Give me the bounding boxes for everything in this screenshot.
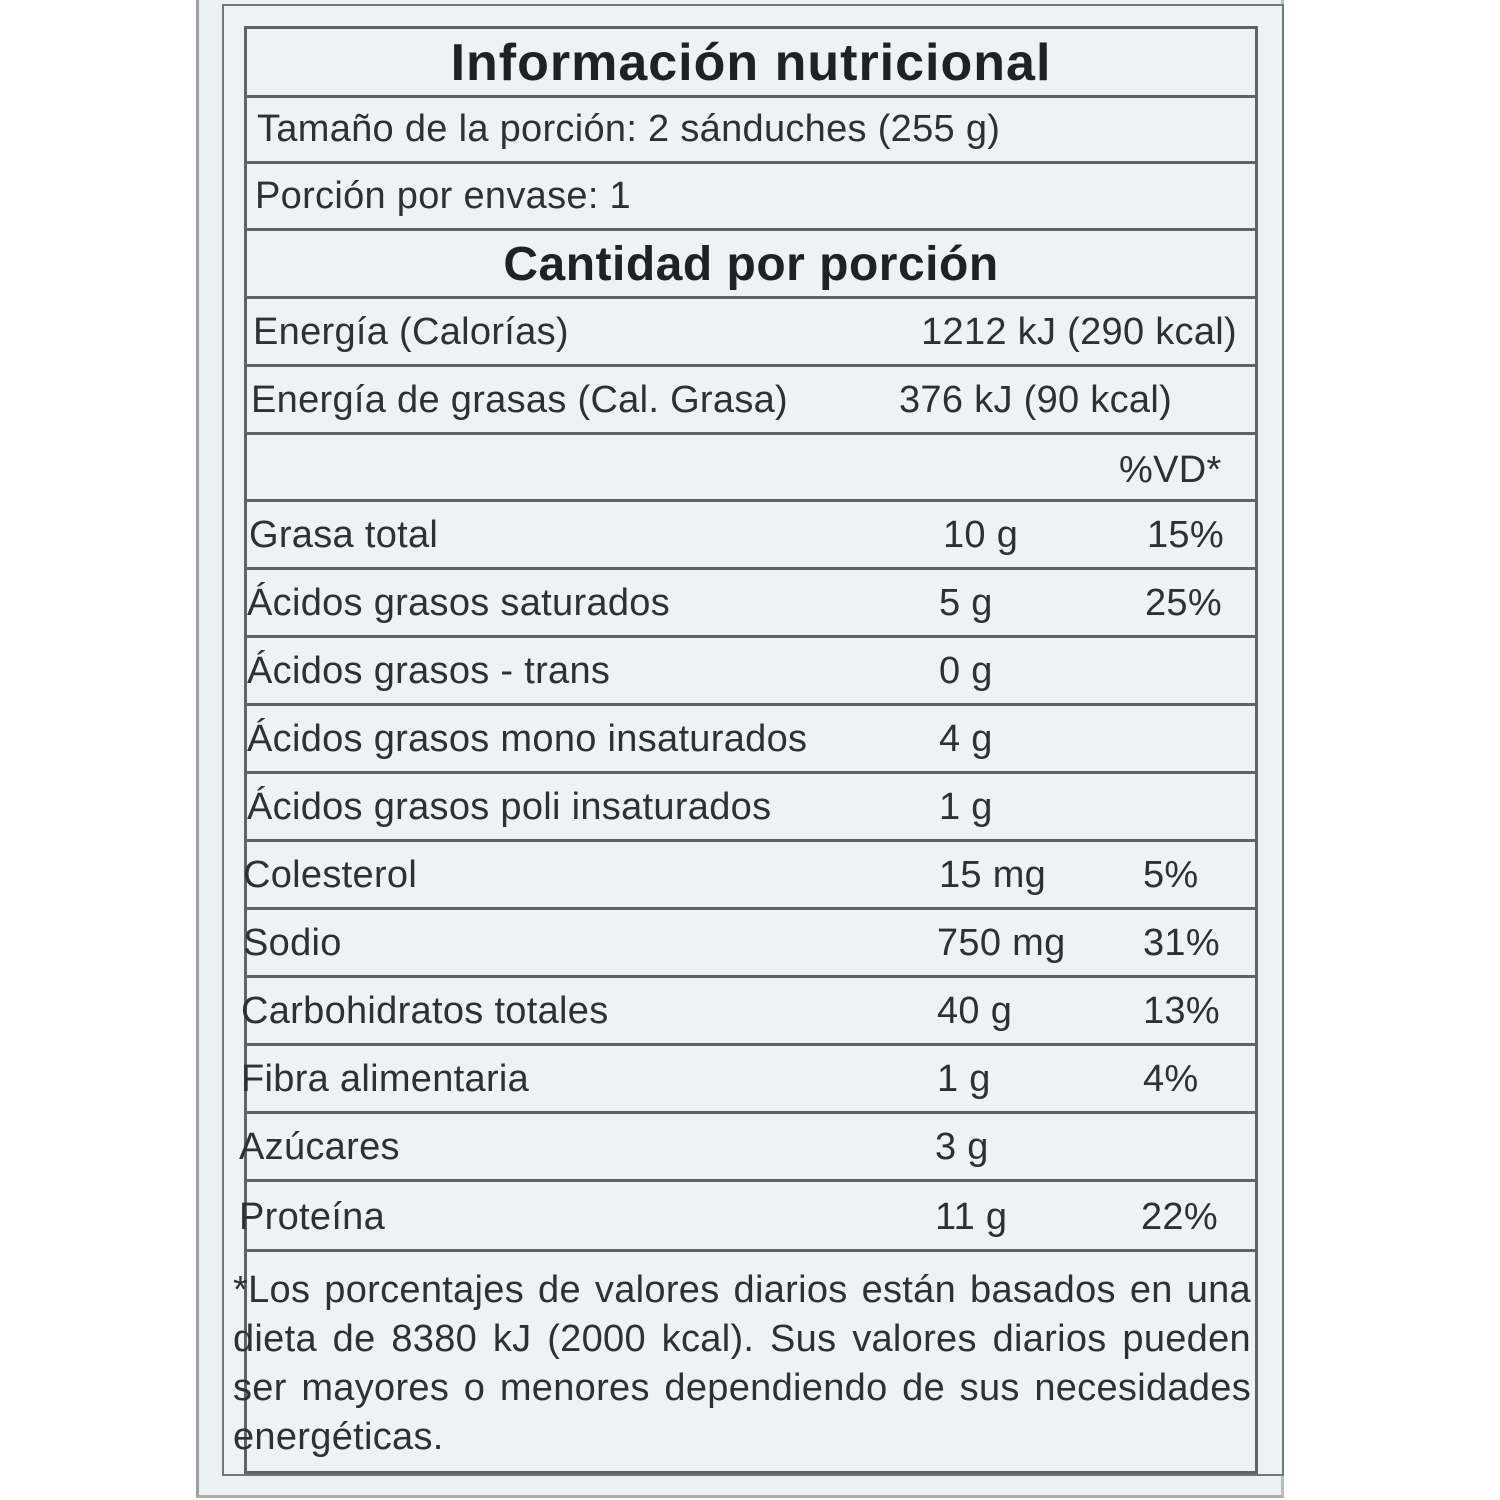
nutrient-daily-value: 4% xyxy=(1143,1058,1199,1100)
nutrient-row xyxy=(247,706,1255,774)
nutrient-row xyxy=(247,638,1255,706)
nutrition-facts-table xyxy=(233,26,1258,1474)
nutrient-row xyxy=(243,842,1255,910)
nutrient-label: Ácidos grasos poli insaturados xyxy=(247,786,772,828)
nutrient-label: Carbohidratos totales xyxy=(241,990,609,1032)
fat-energy-value: 376 kJ (90 kcal) xyxy=(899,379,1173,421)
nutrient-daily-value: 25% xyxy=(1145,582,1222,624)
nutrient-amount: 40 g xyxy=(937,990,1013,1032)
fat-energy-label: Energía de grasas (Cal. Grasa) xyxy=(251,379,789,421)
nutrient-label: Ácidos grasos mono insaturados xyxy=(247,718,808,760)
nutrient-amount: 1 g xyxy=(937,1058,991,1100)
servings-per-container: Porción por envase: 1 xyxy=(255,175,631,217)
nutrient-amount: 4 g xyxy=(939,718,993,760)
energy-row xyxy=(247,299,1255,367)
nutrient-row xyxy=(247,774,1255,842)
nutrient-row xyxy=(239,1182,1255,1252)
nutrient-row xyxy=(239,1114,1255,1182)
footnote-row xyxy=(233,1252,1255,1471)
nutrient-amount: 3 g xyxy=(935,1126,989,1168)
servings-per-container-row xyxy=(247,164,1255,231)
nutrient-row xyxy=(247,570,1255,638)
nutrient-row xyxy=(241,978,1255,1046)
nutrient-amount: 0 g xyxy=(939,650,993,692)
nutrient-daily-value: 5% xyxy=(1143,854,1199,896)
nutrient-label: Colesterol xyxy=(243,854,418,896)
daily-value-header: %VD* xyxy=(1119,449,1222,491)
nutrient-amount: 11 g xyxy=(935,1196,1008,1238)
nutrient-label: Azúcares xyxy=(239,1126,400,1168)
nutrient-label: Fibra alimentaria xyxy=(241,1058,530,1100)
amount-header-row xyxy=(247,231,1255,299)
nutrient-amount: 750 mg xyxy=(937,922,1066,964)
serving-size: Tamaño de la porción: 2 sánduches (255 g) xyxy=(257,108,1001,150)
daily-value-footnote: *Los porcentajes de valores diarios están basados en una dieta de 8380 kJ (2000 kcal). Sus valores diarios pueden ser mayores o menores dependiendo de sus necesidades energéticas. xyxy=(233,1269,1251,1458)
nutrient-daily-value: 13% xyxy=(1143,990,1220,1032)
nutrient-label: Proteína xyxy=(239,1196,386,1238)
nutrient-daily-value: 22% xyxy=(1141,1196,1218,1238)
energy-value: 1212 kJ (290 kcal) xyxy=(921,311,1237,353)
nutrient-amount: 1 g xyxy=(939,786,993,828)
table-title: Información nutricional xyxy=(450,34,1052,92)
fat-energy-row xyxy=(247,367,1255,435)
energy-label: Energía (Calorías) xyxy=(253,311,569,353)
nutrient-daily-value: 31% xyxy=(1143,922,1220,964)
title-row xyxy=(247,29,1255,98)
serving-size-row xyxy=(247,98,1255,164)
nutrient-label: Ácidos grasos - trans xyxy=(247,650,611,692)
nutrient-label: Ácidos grasos saturados xyxy=(247,582,671,624)
nutrient-row xyxy=(247,502,1255,570)
nutrient-row xyxy=(241,1046,1255,1114)
daily-value-header-row xyxy=(247,435,1255,502)
nutrient-amount: 10 g xyxy=(943,514,1019,556)
nutrient-amount: 15 mg xyxy=(939,854,1047,896)
nutrient-daily-value: 15% xyxy=(1147,514,1224,556)
nutrient-amount: 5 g xyxy=(939,582,993,624)
nutrient-label: Sodio xyxy=(243,922,342,964)
nutrient-label: Grasa total xyxy=(249,514,439,556)
nutrient-row xyxy=(243,910,1255,978)
amount-per-serving-header: Cantidad por porción xyxy=(503,238,999,291)
